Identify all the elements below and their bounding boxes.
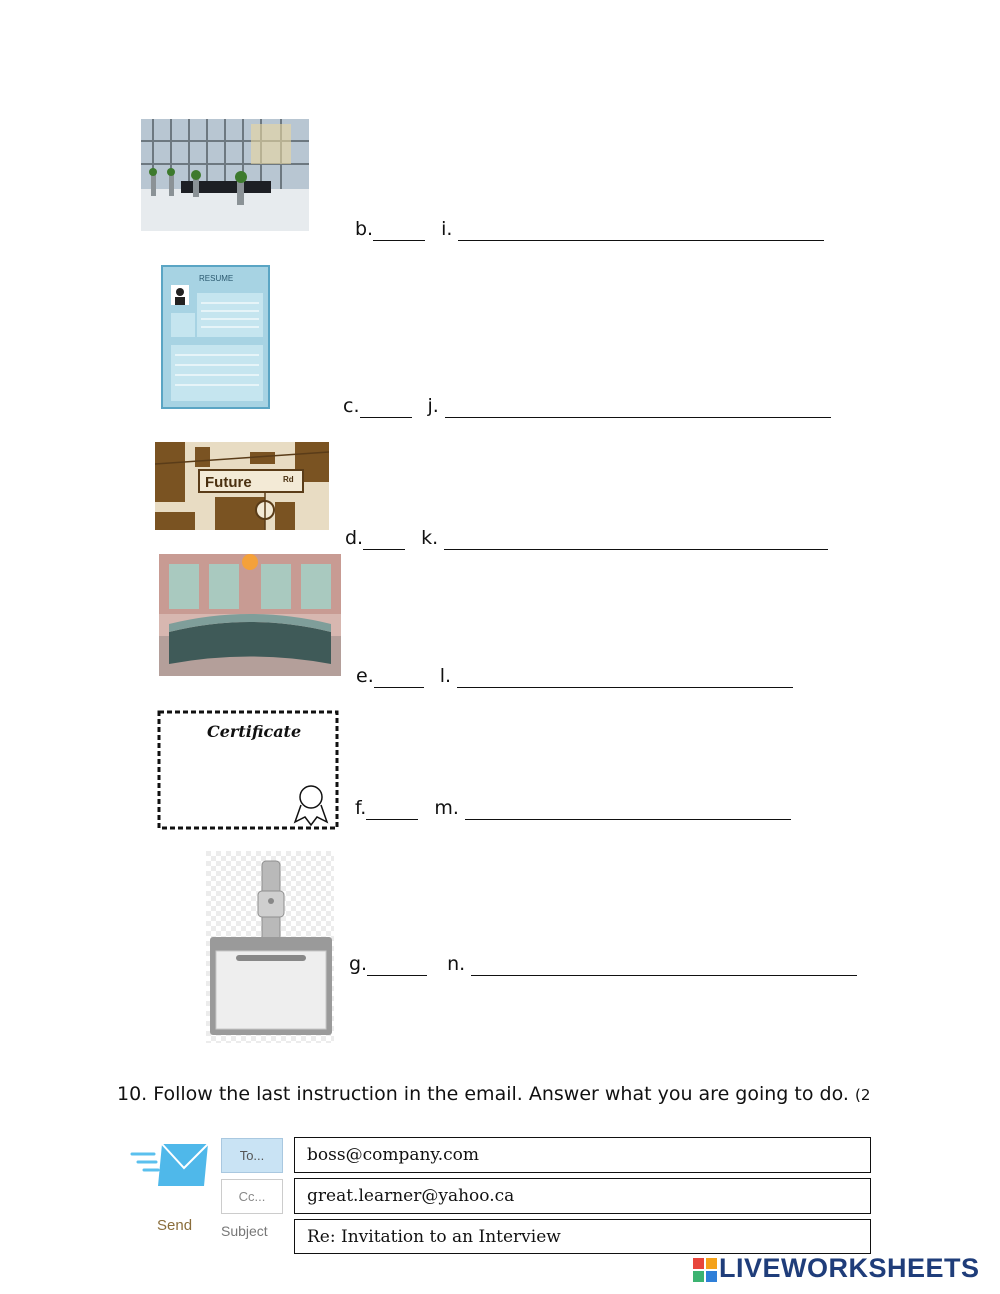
- reception-desk-photo: [159, 554, 341, 676]
- cc-field[interactable]: great.learner@yahoo.ca: [294, 1178, 871, 1214]
- certificate-image: [155, 707, 341, 833]
- letter-blank[interactable]: [373, 222, 425, 241]
- liveworksheets-logo-icon: [693, 1258, 717, 1282]
- row-number: m.: [434, 797, 459, 819]
- row-letter: c.: [343, 395, 360, 417]
- row-letter: b.: [355, 218, 374, 240]
- answer-row-e: [356, 665, 793, 688]
- id-badge-image: [206, 851, 334, 1043]
- letter-blank[interactable]: [367, 957, 427, 976]
- cc-button[interactable]: Cc...: [221, 1179, 283, 1214]
- answer-row-f: [355, 797, 791, 820]
- subject-field[interactable]: Re: Invitation to an Interview: [294, 1219, 871, 1254]
- question-number: 10.: [117, 1083, 148, 1105]
- send-envelope-icon[interactable]: [130, 1140, 210, 1190]
- lobby-photo: [141, 119, 309, 231]
- answer-blank[interactable]: [458, 222, 824, 241]
- row-number: l.: [439, 665, 452, 687]
- certificate-title: Certificate: [207, 722, 302, 741]
- row-letter: f.: [355, 797, 367, 819]
- letter-blank[interactable]: [360, 399, 412, 418]
- row-number: j.: [427, 395, 439, 417]
- row-number: n.: [447, 953, 466, 975]
- row-number: i.: [441, 218, 453, 240]
- row-letter: g.: [349, 953, 368, 975]
- answer-blank[interactable]: [465, 801, 791, 820]
- liveworksheets-logo-text: LIVEWORKSHEETS: [719, 1253, 980, 1283]
- answer-blank[interactable]: [471, 957, 857, 976]
- answer-blank[interactable]: [444, 531, 828, 550]
- resume-image: [161, 265, 270, 409]
- answer-row-b: [355, 218, 824, 241]
- answer-blank[interactable]: [457, 669, 793, 688]
- subject-label: Subject: [221, 1223, 268, 1239]
- question-text: Follow the last instruction in the email. Answer what you are going to do.: [153, 1083, 849, 1105]
- row-number: k.: [421, 527, 439, 549]
- sign-text: Future: [205, 474, 252, 491]
- sign-suffix: Rd: [283, 475, 294, 484]
- letter-blank[interactable]: [363, 531, 405, 550]
- resume-label: RESUME: [199, 274, 234, 283]
- send-label[interactable]: Send: [157, 1217, 193, 1234]
- answer-row-c: [343, 395, 831, 418]
- letter-blank[interactable]: [374, 669, 424, 688]
- answer-row-d: [345, 527, 828, 550]
- future-road-sign-image: [155, 442, 329, 530]
- answer-blank[interactable]: [445, 399, 831, 418]
- to-field[interactable]: boss@company.com: [294, 1137, 871, 1173]
- answer-row-g: [349, 953, 857, 976]
- row-letter: d.: [345, 527, 364, 549]
- to-button[interactable]: To...: [221, 1138, 283, 1173]
- row-letter: e.: [356, 665, 374, 687]
- question-marks: (2: [854, 1086, 871, 1104]
- letter-blank[interactable]: [366, 801, 418, 820]
- question-10: [117, 1083, 870, 1105]
